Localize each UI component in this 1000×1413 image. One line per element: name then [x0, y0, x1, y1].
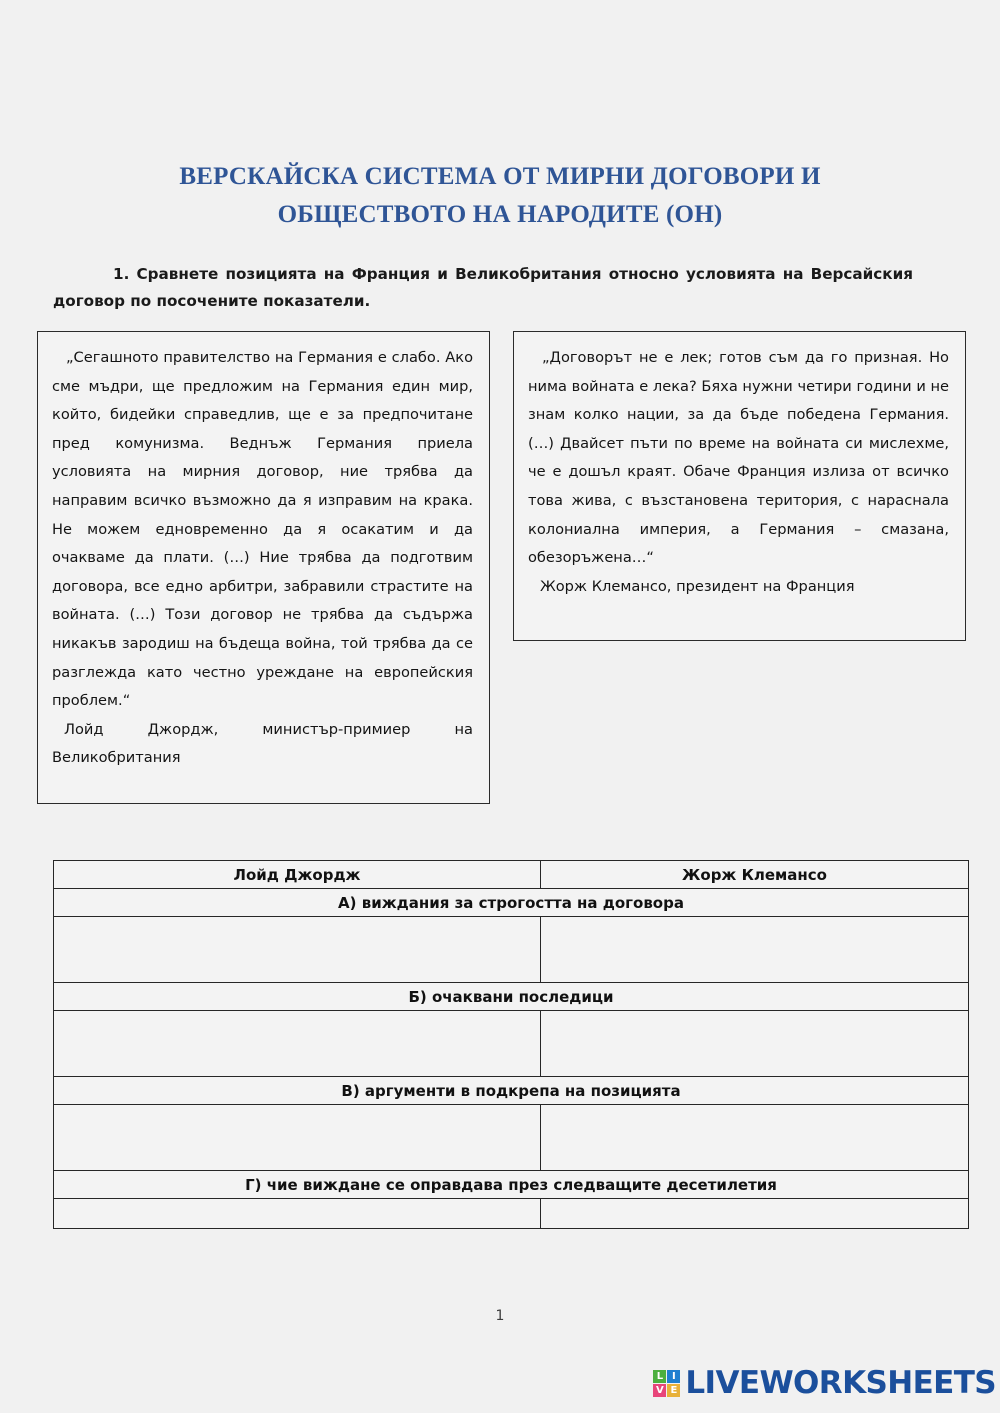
table-header-lloyd-george: Лойд Джордж — [54, 861, 541, 889]
liveworksheets-logo[interactable] — [653, 1365, 996, 1401]
table-section-label-a: А) виждания за строгостта на договора — [54, 889, 969, 917]
answer-cell-b-clemenceau[interactable] — [541, 1011, 969, 1077]
table-section-label-d: Г) чие виждане се оправдава през следващите десетилетия — [54, 1171, 969, 1199]
table-row — [54, 1199, 969, 1229]
answer-cell-d-lloyd-george[interactable] — [54, 1199, 541, 1229]
logo-tile-e: E — [667, 1384, 680, 1397]
task-instruction: 1. Сравнете позицията на Франция и Великобритания относно условията на Версайския договор по посочените показатели. — [53, 265, 913, 310]
table-row — [54, 1011, 969, 1077]
source-attribution-clemenceau: Жорж Клемансо, президент на Франция — [540, 577, 855, 595]
answer-cell-a-clemenceau[interactable] — [541, 917, 969, 983]
answer-cell-c-clemenceau[interactable] — [541, 1105, 969, 1171]
table-section-row-a — [54, 889, 969, 917]
answer-cell-d-clemenceau[interactable] — [541, 1199, 969, 1229]
logo-tile-l: L — [653, 1370, 666, 1383]
table-section-label-b: Б) очаквани последици — [54, 983, 969, 1011]
logo-tile-i: I — [667, 1370, 680, 1383]
table-section-label-c: В) аргументи в подкрепа на позицията — [54, 1077, 969, 1105]
page-title — [120, 158, 880, 234]
liveworksheets-wordmark: LIVEWORKSHEETS — [685, 1365, 996, 1401]
source-attribution-lloyd-george: Лойд Джордж, министър-примиер на Великобритания — [52, 720, 473, 767]
answer-cell-b-lloyd-george[interactable] — [54, 1011, 541, 1077]
table-section-row-d — [54, 1171, 969, 1199]
source-box-clemenceau — [513, 331, 966, 641]
table-header-row — [54, 861, 969, 889]
table-section-row-c — [54, 1077, 969, 1105]
answer-cell-c-lloyd-george[interactable] — [54, 1105, 541, 1171]
source-quote-clemenceau: „Договорът не е лек; готов съм да го призная. Но нима войната е лека? Бяха нужни четири години и не знам колко нации, за да бъде победена Германия. (…) Двайсет пъти по време на войната си мислехме, че е дошъл краят. Обаче Франция излиза от всичко това жива, с възстановена територия, с нараснала колониална империя, а Германия – смазана, обезоръжена…“ — [528, 349, 949, 567]
liveworksheets-tiles-icon — [653, 1370, 680, 1397]
logo-tile-v: V — [653, 1384, 666, 1397]
table-row — [54, 1105, 969, 1171]
source-quote-lloyd-george: „Сегашното правителство на Германия е слабо. Ако сме мъдри, ще предложим на Германия един мир, който, бидейки справедлив, ще е за предпочитане пред комунизма. Веднъж Германия приела условията на мирния договор, ние трябва да направим всичко възможно да я изправим на крака. Не можем едновременно да я осакатим и да очакваме да плати. (…) Ние трябва да подготвим договора, все едно арбитри, забравили страстите на войната. (…) Този договор не трябва да съдържа никакъв зародиш на бъдеща война, той трябва да се разглежда като честно уреждане на европейския проблем.“ — [52, 349, 473, 710]
comparison-table — [53, 860, 969, 1229]
source-box-lloyd-george — [37, 331, 490, 804]
page-title-line-1: ВЕРСКАЙСКА СИСТЕМА ОТ МИРНИ ДОГОВОРИ И — [179, 163, 821, 190]
table-header-clemenceau: Жорж Клемансо — [541, 861, 969, 889]
page-number: 1 — [495, 1308, 505, 1324]
table-section-row-b — [54, 983, 969, 1011]
answer-cell-a-lloyd-george[interactable] — [54, 917, 541, 983]
table-row — [54, 917, 969, 983]
page-title-line-2: ОБЩЕСТВОТО НА НАРОДИТЕ (ОН) — [277, 201, 723, 228]
